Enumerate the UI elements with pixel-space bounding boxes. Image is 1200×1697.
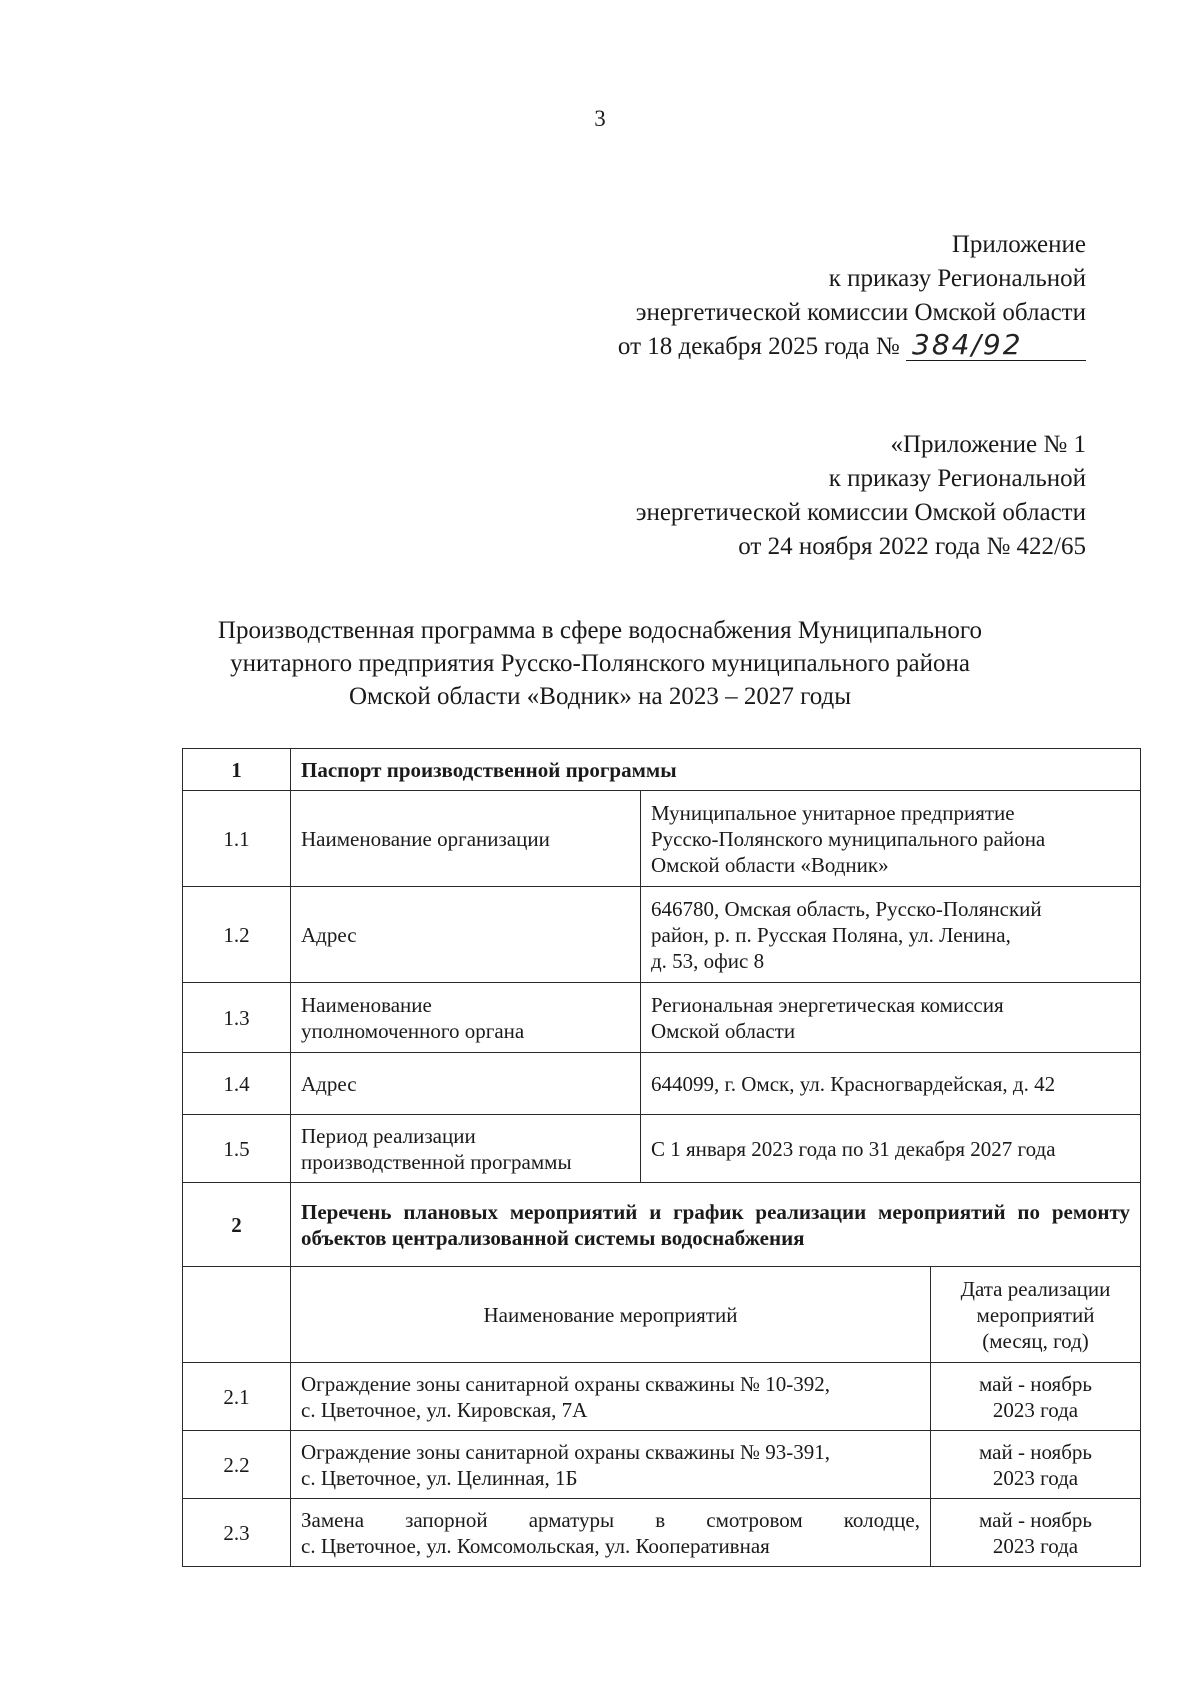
table-row xyxy=(183,1115,1141,1183)
event-date-line: 2023 года xyxy=(992,1465,1079,1490)
appendix-1-header-line: к приказу Региональной xyxy=(828,465,1086,492)
row-number: 1.1 xyxy=(183,791,291,887)
row-value xyxy=(641,887,1141,983)
row-label: Адрес xyxy=(291,887,641,983)
row-number: 1.2 xyxy=(183,887,291,983)
section-number: 1 xyxy=(183,749,291,791)
row-label-line: производственной программы xyxy=(301,1149,572,1174)
row-number: 1.5 xyxy=(183,1115,291,1183)
event-name-line: с. Цветочное, ул. Целинная, 1Б xyxy=(301,1465,578,1490)
section-title: Паспорт производственной программы xyxy=(291,749,1141,791)
appendix-header-line: энергетической комиссии Омской области xyxy=(635,299,1086,326)
row-value-line: Омской области «Водник» xyxy=(651,852,889,877)
handwritten-order-number: 384/92 xyxy=(906,330,1086,361)
row-value-line: район, р. п. Русская Поляна, ул. Ленина, xyxy=(651,922,1011,947)
column-header-date-line: (месяц, год) xyxy=(982,1328,1089,1353)
event-name xyxy=(291,1363,931,1431)
event-date-line: 2023 года xyxy=(992,1533,1079,1558)
appendix-header-line: к приказу Региональной xyxy=(828,265,1086,292)
row-label-line: Период реализации xyxy=(301,1123,476,1148)
program-table xyxy=(182,748,1141,1567)
row-value-line: Русско-Полянского муниципального района xyxy=(651,826,1046,851)
event-name xyxy=(291,1431,931,1499)
row-value: С 1 января 2023 года по 31 декабря 2027 года xyxy=(641,1115,1141,1183)
row-label-line: уполномоченного органа xyxy=(301,1018,525,1043)
event-date xyxy=(931,1363,1141,1431)
document-title xyxy=(150,614,1050,713)
event-name-line: с. Цветочное, ул. Комсомольская, ул. Кооперативная xyxy=(301,1533,770,1558)
appendix-1-header-line: от 24 ноября 2022 года № 422/65 xyxy=(738,533,1086,560)
empty-cell xyxy=(183,1267,291,1363)
row-label: Адрес xyxy=(291,1053,641,1115)
section-2-header-row xyxy=(183,1183,1141,1267)
section-number: 2 xyxy=(183,1183,291,1267)
appendix-header-line: Приложение xyxy=(951,231,1086,258)
table-row xyxy=(183,1431,1141,1499)
event-name-line: Ограждение зоны санитарной охраны скважины № 10-392, xyxy=(301,1371,831,1396)
event-name xyxy=(291,1499,931,1567)
event-name-line: Ограждение зоны санитарной охраны скважины № 93-391, xyxy=(301,1439,831,1464)
row-label-line: Наименование xyxy=(301,992,432,1017)
event-date xyxy=(931,1499,1141,1567)
row-value xyxy=(641,983,1141,1053)
row-number: 2.2 xyxy=(183,1431,291,1499)
column-header-date xyxy=(931,1267,1141,1363)
event-name-line: Замена запорной арматуры в смотровом колодце, xyxy=(301,1507,920,1532)
event-date-line: май - ноябрь xyxy=(979,1439,1092,1464)
table-row xyxy=(183,887,1141,983)
row-value xyxy=(641,791,1141,887)
event-date-line: май - ноябрь xyxy=(979,1507,1092,1532)
document-title-line: Омской области «Водник» на 2023 – 2027 годы xyxy=(348,683,852,710)
document-title-line: унитарного предприятия Русско-Полянского муниципального района xyxy=(230,650,970,677)
event-date-line: май - ноябрь xyxy=(979,1371,1092,1396)
row-value: 644099, г. Омск, ул. Красногвардейская, д. 42 xyxy=(641,1053,1141,1115)
section-2-column-header-row xyxy=(183,1267,1141,1363)
appendix-1-header xyxy=(636,428,1086,564)
row-number: 1.3 xyxy=(183,983,291,1053)
appendix-1-header-line: «Приложение № 1 xyxy=(890,431,1086,458)
table-row xyxy=(183,791,1141,887)
table-row xyxy=(183,1363,1141,1431)
row-number: 2.3 xyxy=(183,1499,291,1567)
order-date-text: от 18 декабря 2025 года № xyxy=(617,333,900,360)
row-label xyxy=(291,1115,641,1183)
table-row xyxy=(183,1499,1141,1567)
row-number: 2.1 xyxy=(183,1363,291,1431)
table-row xyxy=(183,983,1141,1053)
appendix-header xyxy=(618,228,1086,364)
column-header-date-line: Дата реализации xyxy=(960,1276,1111,1301)
page-number: 3 xyxy=(594,106,606,131)
section-title: Перечень плановых мероприятий и график реализации мероприятий по ремонту объектов централизованной системы водоснабжения xyxy=(291,1183,1141,1267)
section-1-header-row xyxy=(183,749,1141,791)
column-header-date-line: мероприятий xyxy=(976,1302,1095,1327)
row-number: 1.4 xyxy=(183,1053,291,1115)
event-date xyxy=(931,1431,1141,1499)
row-value-line: Региональная энергетическая комиссия xyxy=(651,992,1004,1017)
row-label xyxy=(291,983,641,1053)
event-date-line: 2023 года xyxy=(992,1397,1079,1422)
appendix-1-header-line: энергетической комиссии Омской области xyxy=(635,499,1086,526)
row-value-line: 646780, Омская область, Русско-Полянский xyxy=(651,896,1042,921)
row-label: Наименование организации xyxy=(291,791,641,887)
row-value-line: д. 53, офис 8 xyxy=(651,948,765,973)
document-title-line: Производственная программа в сфере водоснабжения Муниципального xyxy=(217,617,983,644)
appendix-order-line xyxy=(618,330,1086,364)
row-value-line: Омской области xyxy=(651,1018,796,1043)
event-name-line: с. Цветочное, ул. Кировская, 7А xyxy=(301,1397,588,1422)
table-row xyxy=(183,1053,1141,1115)
column-header-event: Наименование мероприятий xyxy=(291,1267,931,1363)
row-value-line: Муниципальное унитарное предприятие xyxy=(651,800,1015,825)
